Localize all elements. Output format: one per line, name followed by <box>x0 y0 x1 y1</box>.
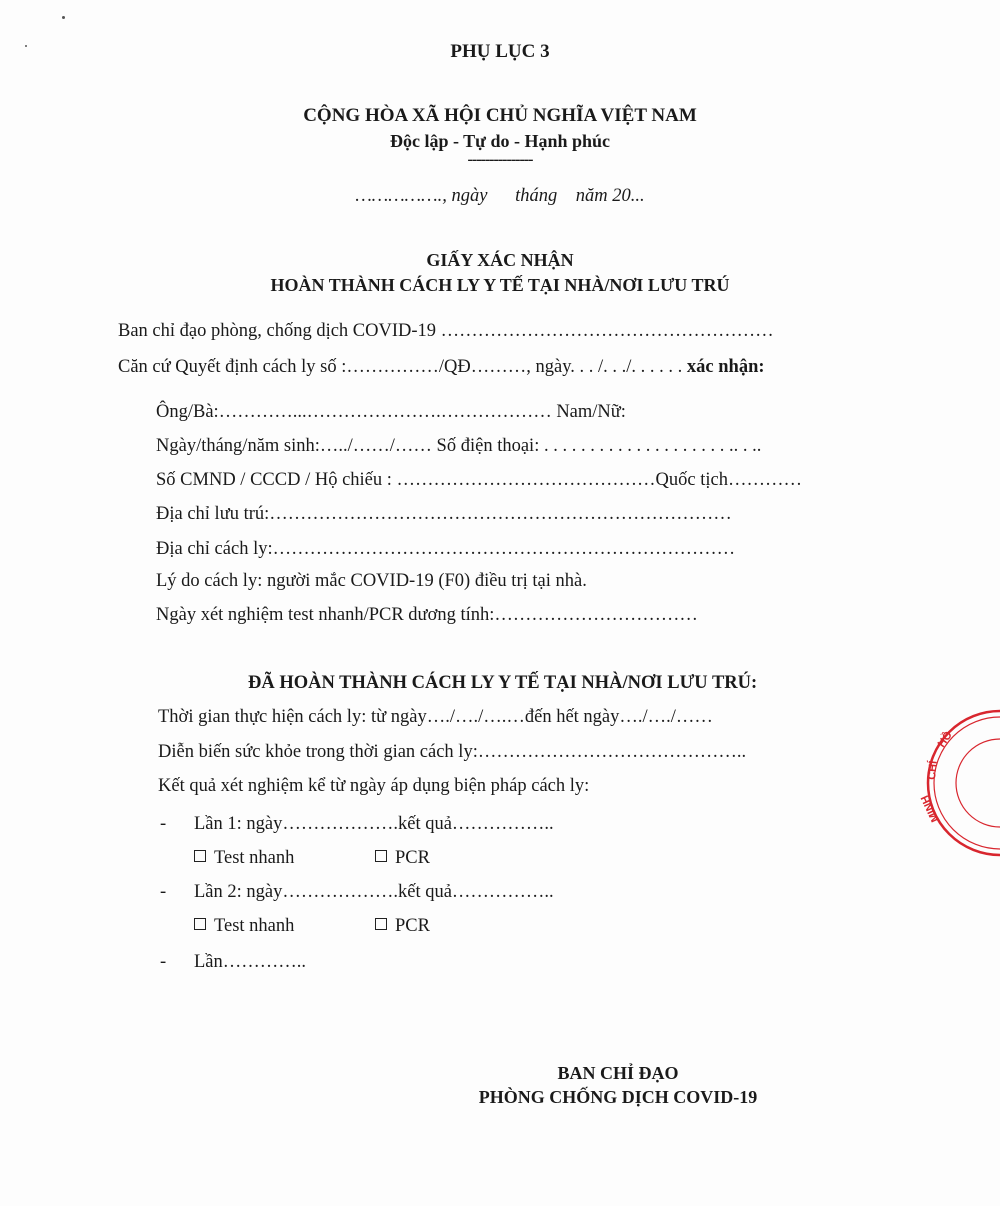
isolation-reason: Lý do cách ly: người mắc COVID-19 (F0) điều trị tại nhà. <box>156 571 587 591</box>
seal-text-bottom: MINH <box>918 793 942 824</box>
decision-text: Căn cứ Quyết định cách ly số :……………/QĐ………, ngày. . . /. . ./. . . . . . <box>118 357 687 377</box>
test-n-field: Lần………….. <box>194 952 307 972</box>
pcr-label: PCR <box>395 916 430 936</box>
test-2-pcr-option <box>375 914 430 938</box>
motto-underline: --------------- <box>467 151 533 168</box>
health-progress-field: Diễn biến sức khỏe trong thời gian cách ly:…………………………………….. <box>158 742 747 762</box>
checkbox-rapid-1[interactable] <box>194 850 206 862</box>
seal-text-top: HỒ <box>935 729 955 750</box>
name-field: Ông/Bà:…………...………………….……………… Nam/Nữ: <box>156 402 626 422</box>
dob-phone-field: Ngày/tháng/năm sinh:…../……/…… Số điện thoại: . . . . . . . . . . . . . . . . . . . . .. . .. <box>156 436 762 456</box>
checkbox-rapid-2[interactable] <box>194 918 206 930</box>
test-2-rapid-option <box>194 914 294 938</box>
test-1-pcr-option <box>375 846 430 870</box>
test-2-field: Lần 2: ngày……………….kết quả…………….. <box>194 882 554 902</box>
document-title: GIẤY XÁC NHẬN <box>426 250 574 270</box>
completed-heading: ĐÃ HOÀN THÀNH CÁCH LY Y TẾ TẠI NHÀ/NƠI LƯU TRÚ: <box>248 673 758 693</box>
id-nationality-field: Số CMND / CCCD / Hộ chiếu : ……………………………………Quốc tịch………… <box>156 470 802 490</box>
residence-address-field: Địa chỉ lưu trú:………………………………………………………………… <box>156 504 732 524</box>
scan-speck <box>62 16 65 19</box>
date-line: ……………., ngày tháng năm 20... <box>355 186 645 206</box>
test-1-bullet: - <box>160 814 167 834</box>
test-1-field: Lần 1: ngày……………….kết quả…………….. <box>194 814 554 834</box>
country-name: CỘNG HÒA XÃ HỘI CHỦ NGHĨA VIỆT NAM <box>303 105 697 126</box>
test-1-rapid-option <box>194 846 294 870</box>
steering-committee-line: Ban chỉ đạo phòng, chống dịch COVID-19 ……………………………………………… <box>118 321 774 341</box>
rapid-label: Test nhanh <box>214 916 295 936</box>
positive-test-date-field: Ngày xét nghiệm test nhanh/PCR dương tính:…………………………… <box>156 605 698 625</box>
test-n-bullet: - <box>160 952 167 972</box>
document-subtitle: HOÀN THÀNH CÁCH LY Y TẾ TẠI NHÀ/NƠI LƯU TRÚ <box>270 275 730 295</box>
confirm-label: xác nhận: <box>686 357 765 377</box>
decision-line <box>118 355 765 379</box>
signature-title: BAN CHỈ ĐẠO <box>557 1063 679 1083</box>
isolation-address-field: Địa chỉ cách ly:………………………………………………………………… <box>156 539 736 559</box>
appendix-label: PHỤ LỤC 3 <box>450 41 550 62</box>
isolation-period-field: Thời gian thực hiện cách ly: từ ngày…./…./….…đến hết ngày…./…./…… <box>158 707 713 727</box>
results-intro: Kết quả xét nghiệm kể từ ngày áp dụng biện pháp cách ly: <box>158 776 590 796</box>
rapid-label: Test nhanh <box>214 848 295 868</box>
pcr-label: PCR <box>395 848 430 868</box>
test-2-bullet: - <box>160 882 167 902</box>
checkbox-pcr-2[interactable] <box>375 918 387 930</box>
checkbox-pcr-1[interactable] <box>375 850 387 862</box>
signature-subtitle: PHÒNG CHỐNG DỊCH COVID-19 <box>478 1087 758 1107</box>
national-motto: Độc lập - Tự do - Hạnh phúc <box>389 131 611 151</box>
official-seal <box>905 708 1000 858</box>
seal-icon <box>905 708 1000 858</box>
seal-text-mid: CHÍ <box>926 760 940 781</box>
